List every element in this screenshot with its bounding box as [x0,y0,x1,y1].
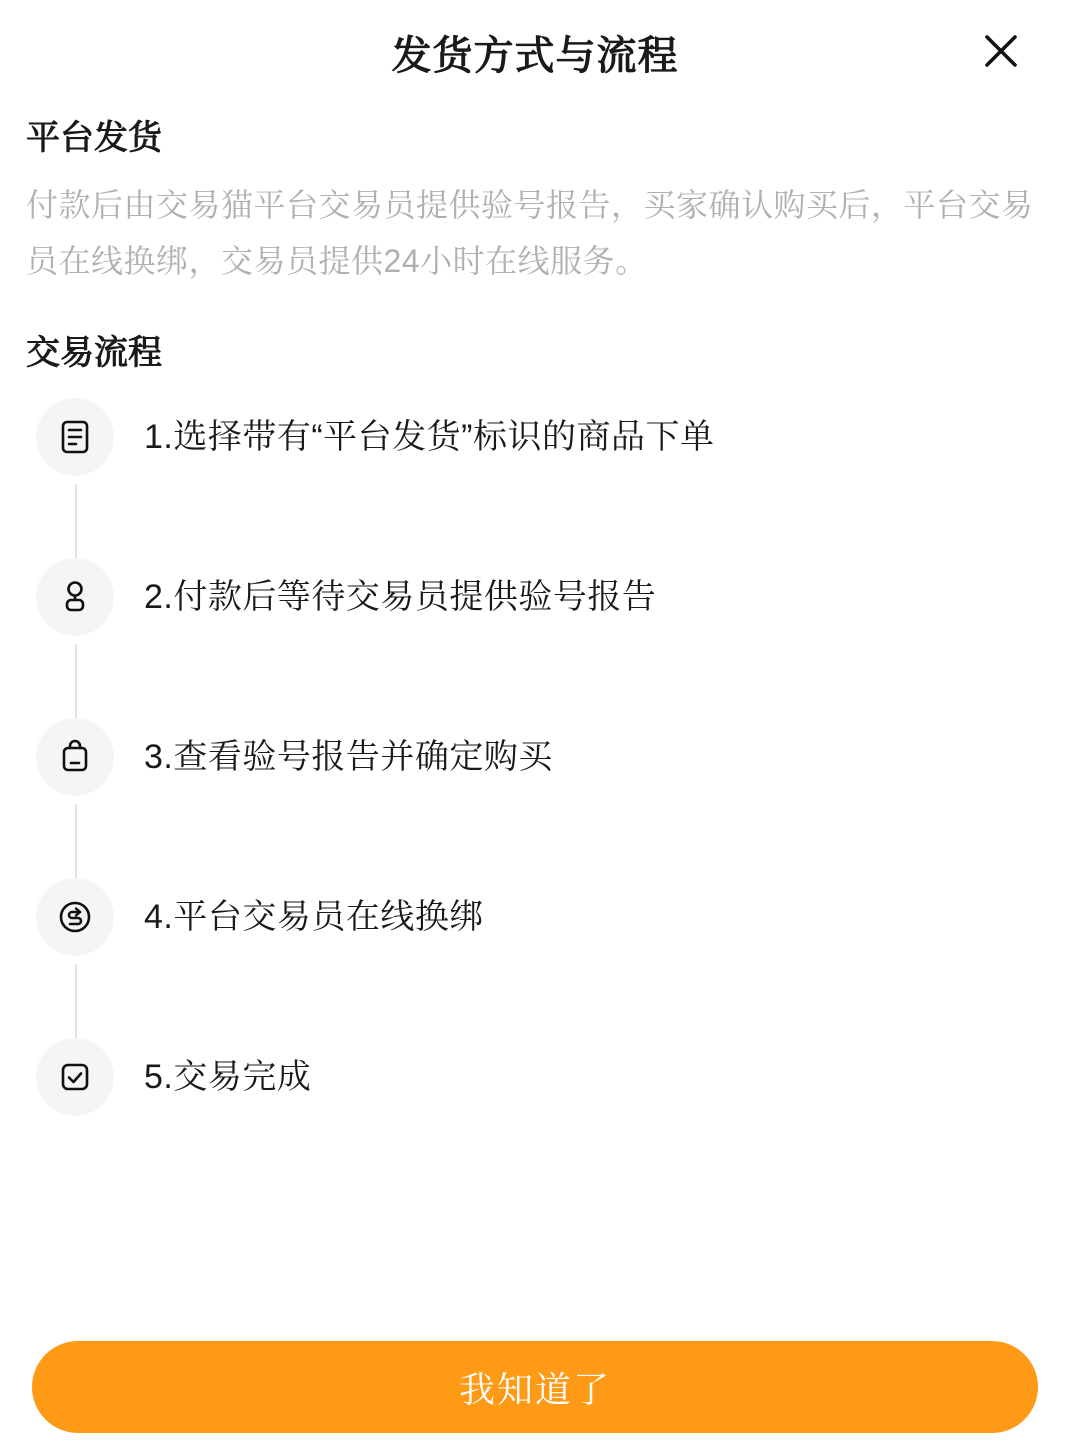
bag-icon [36,718,114,796]
step-icon-wrapper [36,718,114,796]
list-item-label: 5.交易完成 [144,1057,312,1096]
flow-steps-list [26,398,1044,1134]
platform-section-title: 平台发货 [26,119,162,157]
step-icon-wrapper [36,558,114,636]
step-connector [75,484,77,558]
dialog-header [0,0,1070,104]
list-item [26,398,1044,558]
list-item [26,878,1044,1038]
swap-arrows-icon [36,878,114,956]
step-icon-wrapper [36,398,114,476]
list-item [26,1038,1044,1134]
flow-section-title: 交易流程 [26,333,162,372]
list-item-label: 1.选择带有“平台发货”标识的商品下单 [144,417,715,456]
close-icon[interactable] [968,18,1034,84]
step-connector [75,804,77,878]
document-icon [36,398,114,476]
page-title: 发货方式与流程 [391,33,679,78]
list-item-label: 2.付款后等待交易员提供验号报告 [144,577,657,616]
step-connector [75,964,77,1038]
checkbox-icon [36,1038,114,1116]
step-icon-wrapper [36,878,114,956]
list-item [26,718,1044,878]
dialog-content [0,118,1070,1134]
platform-section-description: 付款后由交易猫平台交易员提供验号报告，买家确认购买后，平台交易员在线换绑，交易员提供24小时在线服务。 [26,186,1034,279]
step-connector [75,644,77,718]
step-icon-wrapper [36,1038,114,1116]
list-item-label: 4.平台交易员在线换绑 [144,897,484,936]
confirm-button[interactable]: 我知道了 [32,1341,1038,1433]
person-badge-icon [36,558,114,636]
dialog-footer [0,1341,1070,1433]
list-item-label: 3.查看验号报告并确定购买 [144,737,553,776]
list-item [26,558,1044,718]
